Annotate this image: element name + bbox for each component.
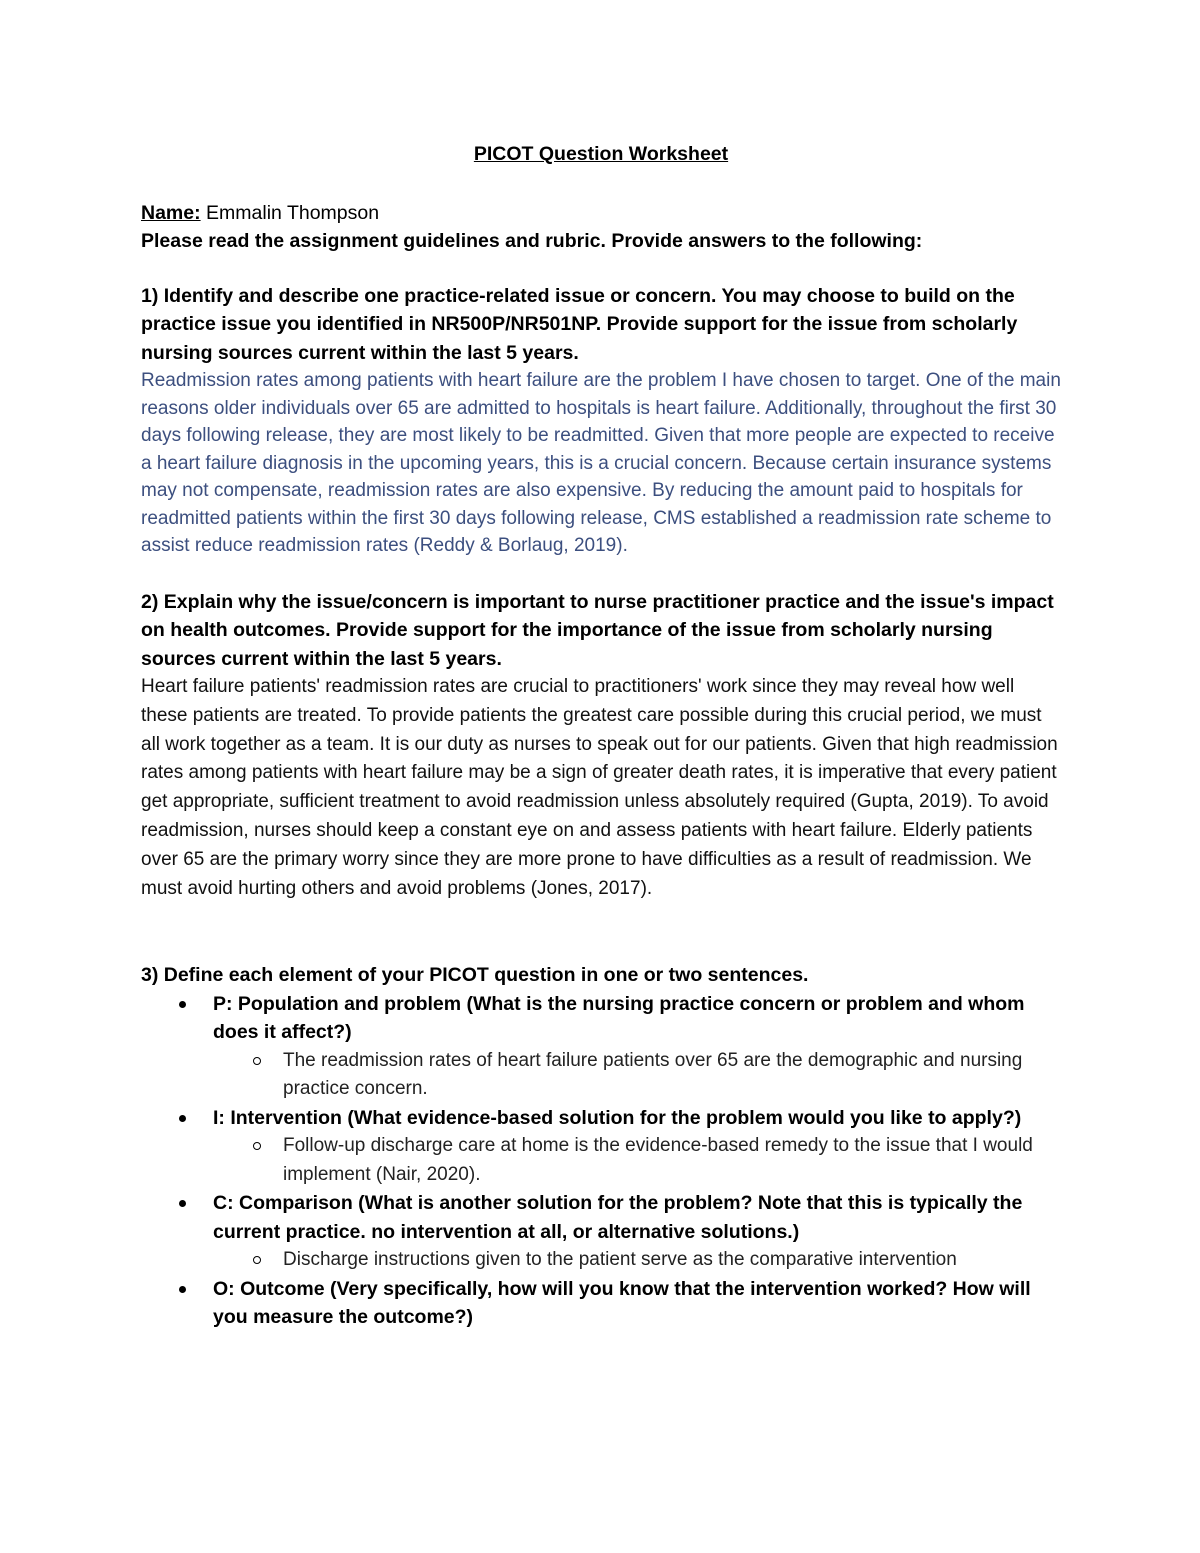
answer-1: Readmission rates among patients with heart failure are the problem I have chosen to target. One of the main reasons older individuals over 65 are admitted to hospitals is heart failure. Additionally, throughout the first 30 days following release, they are most likely to be readmitted. Given that more people are expected to receive a heart failure diagnosis in the upcoming years, this is a crucial concern. Because certain insurance systems may not compensate, readmission rates are also expensive. By reducing the amount paid to hospitals for readmitted patients within the first 30 days following release, CMS established a readmission rate scheme to assist reduce readmission rates (Reddy & Borlaug, 2019). — [141, 370, 1061, 556]
bullet-circle-icon — [253, 1142, 261, 1150]
instructions: Please read the assignment guidelines and rubric. Provide answers to the following: — [141, 230, 923, 252]
question-1: 1) Identify and describe one practice-related issue or concern. You may choose to build on the practice issue you identified in NR500P/NR501NP. Provide support for the issue from scholarly nursing sources current within the last 5 years. — [141, 284, 1018, 364]
picot-answer-p: The readmission rates of heart failure patients over 65 are the demographic and nursing practice concern. — [283, 1049, 1023, 1100]
bullet-dot-icon — [179, 1286, 186, 1293]
document-content — [141, 140, 1061, 1332]
bullet-circle-icon — [253, 1256, 261, 1264]
bullet-dot-icon — [179, 1115, 186, 1122]
bullet-dot-icon — [179, 1001, 186, 1008]
picot-label-o: O: Outcome (Very specifically, how will you know that the intervention worked? How will you measure the outcome?) — [213, 1277, 1031, 1329]
picot-item-p — [141, 990, 1061, 1104]
bullet-dot-icon — [179, 1200, 186, 1207]
picot-answer-c-item — [213, 1246, 1061, 1275]
picot-answer-i: Follow-up discharge care at home is the evidence-based remedy to the issue that I would implement (Nair, 2020). — [283, 1135, 1033, 1185]
picot-item-o — [141, 1275, 1061, 1332]
picot-label-p: P: Population and problem (What is the nursing practice concern or problem and whom does it affect?) — [213, 992, 1025, 1044]
answer-2: Heart failure patients' readmission rates are crucial to practitioners' work since they may reveal how well these patients are treated. To provide patients the greatest care possible during this crucial period, we must all work together as a team. It is our duty as nurses to speak out for our patients. Given that high readmission rates among patients with heart failure may be a sign of greater death rates, it is imperative that every patient get appropriate, sufficient treatment to avoid readmission unless absolutely required (Gupta, 2019). To avoid readmission, nurses should keep a constant eye on and assess patients with heart failure. Elderly patients over 65 are the primary worry since they are more prone to have difficulties as a result of readmission. We must avoid hurting others and avoid problems (Jones, 2017). — [141, 676, 1058, 899]
picot-item-c — [141, 1189, 1061, 1275]
name-line — [141, 199, 1061, 228]
picot-list — [141, 990, 1061, 1332]
name-label: Name: — [141, 201, 201, 224]
student-name: Emmalin Thompson — [206, 201, 380, 224]
page-title: PICOT Question Worksheet — [473, 143, 729, 165]
picot-answer-c: Discharge instructions given to the patient serve as the comparative intervention — [283, 1249, 957, 1271]
picot-label-i: I: Intervention (What evidence-based solution for the problem would you like to apply?) — [213, 1106, 1022, 1129]
question-3: 3) Define each element of your PICOT question in one or two sentences. — [141, 964, 809, 987]
picot-item-i — [141, 1104, 1061, 1190]
picot-answer-i-item — [213, 1132, 1061, 1189]
picot-answer-p-item — [213, 1047, 1061, 1104]
bullet-circle-icon — [253, 1057, 261, 1065]
question-2: 2) Explain why the issue/concern is important to nurse practitioner practice and the issue's impact on health outcomes. Provide support for the importance of the issue from scholarly nursing sources current within the last 5 years. — [141, 590, 1054, 670]
picot-label-c: C: Comparison (What is another solution for the problem? Note that this is typically the current practice. no intervention at all, or alternative solutions.) — [213, 1192, 1023, 1243]
